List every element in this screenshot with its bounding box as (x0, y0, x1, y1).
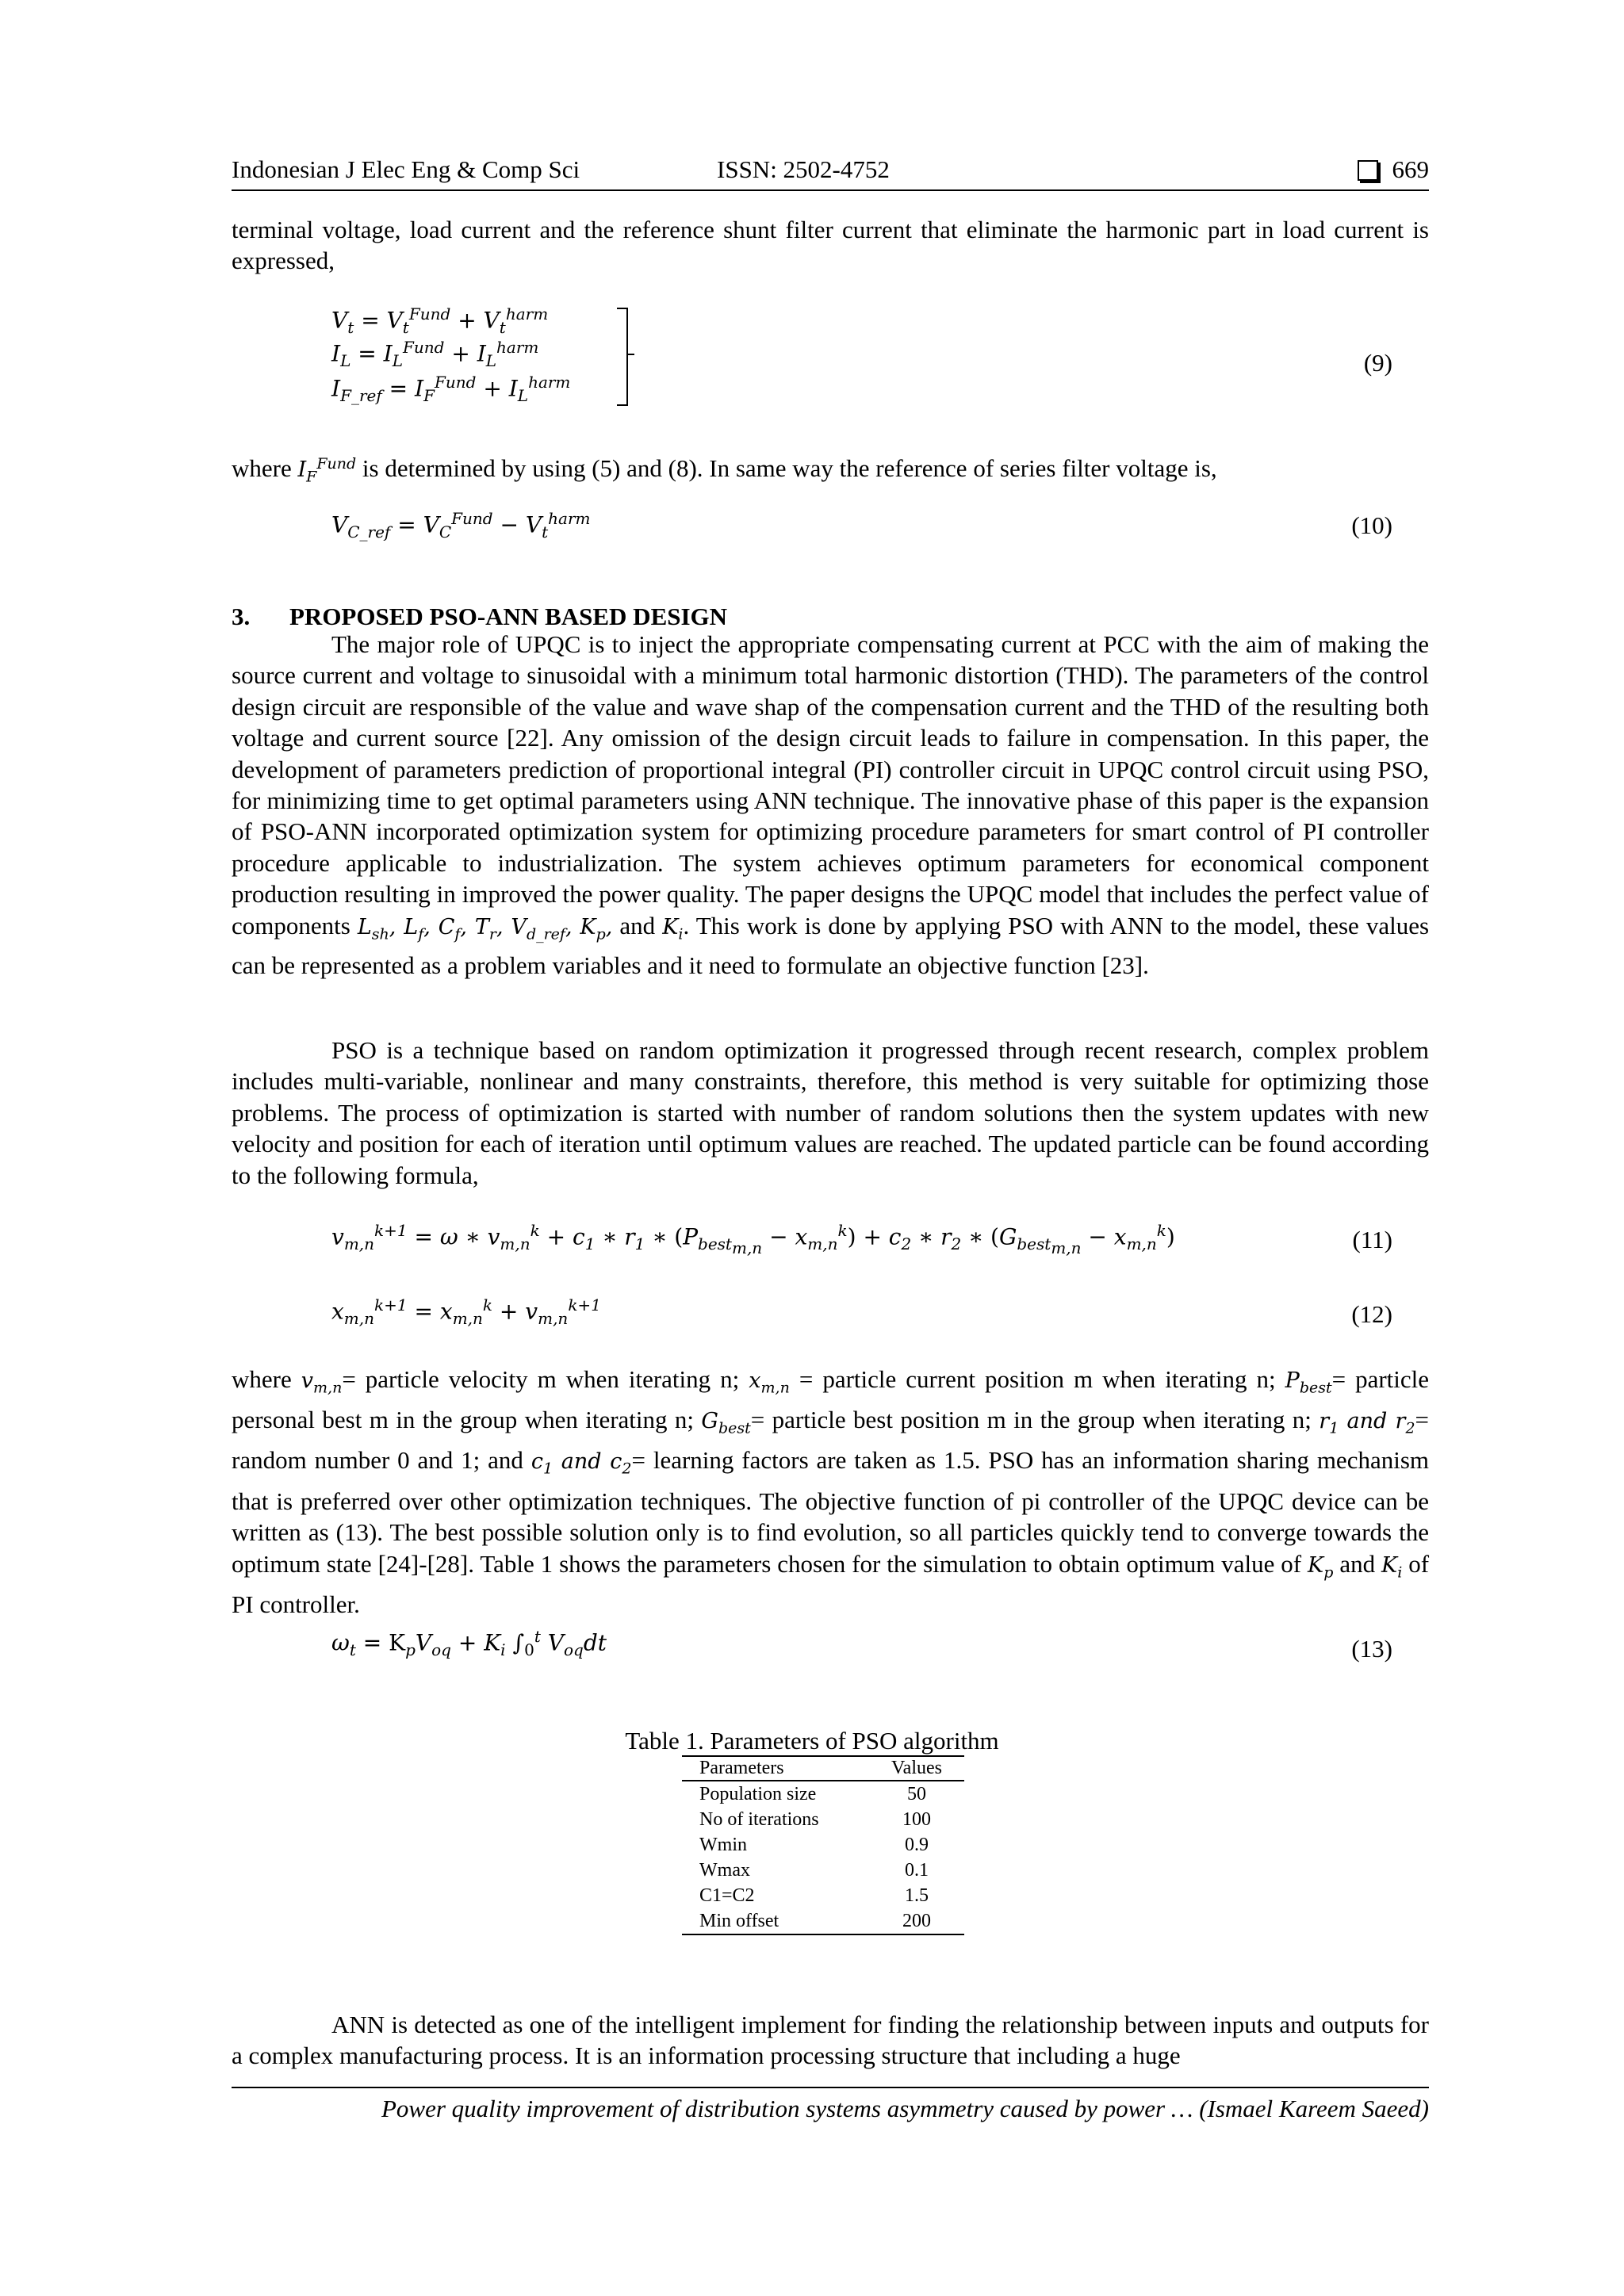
parameter-value: 1.5 (905, 1885, 929, 1906)
equation-10-number: (10) (1351, 511, 1392, 539)
parameter-value: 0.9 (905, 1835, 929, 1855)
table-caption: Table 1. Parameters of PSO algorithm (625, 1727, 999, 1755)
equation-9-brace-tip (626, 354, 634, 355)
parameter-name: C1=C2 (699, 1885, 755, 1906)
parameter-value: 0.1 (905, 1860, 929, 1881)
running-header (232, 155, 1429, 187)
equation-13: $\omega_t = K_pV_{oq} + K_i$ $\int_0^t$ $V_{oq}dt$ (331, 1627, 607, 1659)
intro-paragraph: terminal voltage, load current and the reference shunt filter current that eliminate the harmonic part in load current is expressed, (232, 216, 1429, 275)
equation-10: $V_{C\_ref} = V_C^{Fund} - V_t^{harm}$ (331, 509, 591, 541)
parameter-value: 100 (902, 1809, 931, 1830)
table-row (682, 1908, 964, 1934)
column-header-parameters: Parameters (682, 1756, 869, 1781)
square-bullet-icon (1358, 160, 1378, 181)
parameter-name: Population size (699, 1784, 817, 1804)
equation-12: $x_{m,n}^{k+1} = x_{m,n}^k + v_{m,n}^{k+1}$ (331, 1295, 601, 1328)
header-rule (232, 189, 1429, 191)
pso-parameters-table (682, 1755, 964, 1935)
parameter-name: Wmax (699, 1860, 750, 1881)
pso-paragraph: PSO is a technique based on random optimization it progressed through recent research, complex problem includes multi-variable, nonlinear and many constraints, therefore, this method is very suitable for optimizing those problems. The process of optimization is started with number of random solutions then the system updates with new velocity and position for each of iteration until optimum values are reached. The updated particle can be found according to the following formula, (232, 1036, 1429, 1189)
equation-9-line-3: $I_{F\_ref} = I_F^{Fund} + I_L^{harm}$ (331, 373, 571, 405)
equation-9-line-2: $I_L = I_L^{Fund} + I_L^{harm}$ (331, 338, 539, 370)
equation-9-brace (617, 308, 628, 406)
equation-11: $v_{m,n}^{k+1} = \omega$ ∗ $v_{m,n}^k + c_1$ ∗ $r_1$ ∗ $(P_{best_{m,n}} - x_{m,n}^k) + c_2$ ∗ $r_2$ ∗ $(G_{best_{m,n}} - x_{m,n}^k)$ (331, 1221, 1175, 1257)
where-paragraph: where $I_F^{Fund}$ is determined by using (5) and (8). In same way the reference of series filter voltage is, (232, 454, 1217, 486)
section-heading (232, 603, 727, 631)
journal-name: Indonesian J Elec Eng & Comp Sci (232, 155, 580, 183)
column-header-values: Values (869, 1756, 964, 1781)
table-row (682, 1858, 964, 1883)
table-row (682, 1807, 964, 1832)
running-footer: Power quality improvement of distribution systems asymmetry caused by power … (Ismael Kareem Saeed) (381, 2095, 1429, 2122)
section-title: PROPOSED PSO-ANN BASED DESIGN (289, 603, 728, 630)
parameter-name: No of iterations (699, 1809, 819, 1830)
table-row (682, 1781, 964, 1807)
upqc-paragraph: The major role of UPQC is to inject the appropriate compensating current at PCC with the aim of making the source current and voltage to sinusoidal with a minimum total harmonic distortion (THD). The parameters of the control design circuit are responsible of the value and wave shap of the compensation current and the THD of the resulting both voltage and current source [22]. Any omission of the design circuit leads to failure in compensation. In this paper, the development of parameters prediction of proportional integral (PI) controller circuit in UPQC control circuit using PSO, for minimizing time to get optimal parameters using ANN technique. The innovative phase of this paper is the expansion of PSO-ANN incorporated optimization system for optimizing procedure parameters for smart control of PI controller procedure applicable to industrialization. The system achieves optimum parameters for economical component production resulting in improved the power quality. The paper designs the UPQC model that includes the perfect value of components $L_{sh}$, $L_f$, $C_f$, $T_r$, $V_{d\_ref}$, $K_p$, and $K_i$. This work is done by applying PSO with ANN to the model, these values can be represented as a problem variables and it need to formulate an objective function [23]. (232, 630, 1430, 980)
parameter-name: Wmin (699, 1835, 747, 1855)
table-row (682, 1832, 964, 1858)
ann-paragraph: ANN is detected as one of the intelligent implement for finding the relationship between inputs and outputs for a complex manufacturing process. It is an information processing structure that including a huge (232, 2011, 1429, 2070)
page-number: 669 (1392, 155, 1429, 183)
variables-paragraph: where $v_{m,n}=$ particle velocity m when iterating n; $x_{m,n}$ = particle current position m when iterating n; $P_{best}=$ particle personal best m in the group when iterating n; $G_{best}=$ particle best position m in the group when iterating n; $r_1$ and $r_2=$ random number 0 and 1; and $c_1$ and $c_2=$ learning factors are taken as 1.5. PSO has an information sharing mechanism that is preferred over other optimization techniques. The objective function of pi controller of the UPQC device can be written as (13). The best possible solution only is to find evolution, so all particles quickly tend to converge towards the optimum state [24]-[28]. Table 1 shows the parameters chosen for the simulation to obtain optimum value of $K_p$ and $K_i$ of PI controller. (232, 1365, 1430, 1619)
equation-11-number: (11) (1352, 1226, 1392, 1253)
equation-9-number: (9) (1363, 349, 1392, 377)
footer-rule (232, 2087, 1429, 2088)
parameter-value: 50 (907, 1784, 926, 1804)
issn: ISSN: 2502-4752 (717, 155, 890, 183)
table-row (682, 1883, 964, 1908)
equation-12-number: (12) (1351, 1300, 1392, 1328)
parameter-value: 200 (869, 1908, 964, 1934)
equation-13-number: (13) (1351, 1635, 1392, 1663)
where-continuation: is determined by using (5) and (8). In same way the reference of series filter voltage is, (362, 454, 1217, 482)
equation-9-line-1: $V_t = V_t^{Fund} + V_t^{harm}$ (331, 304, 549, 337)
section-number: 3. (232, 603, 251, 630)
where-word: where (232, 454, 292, 482)
parameter-name: Min offset (682, 1908, 869, 1934)
table-header-row (682, 1756, 964, 1781)
